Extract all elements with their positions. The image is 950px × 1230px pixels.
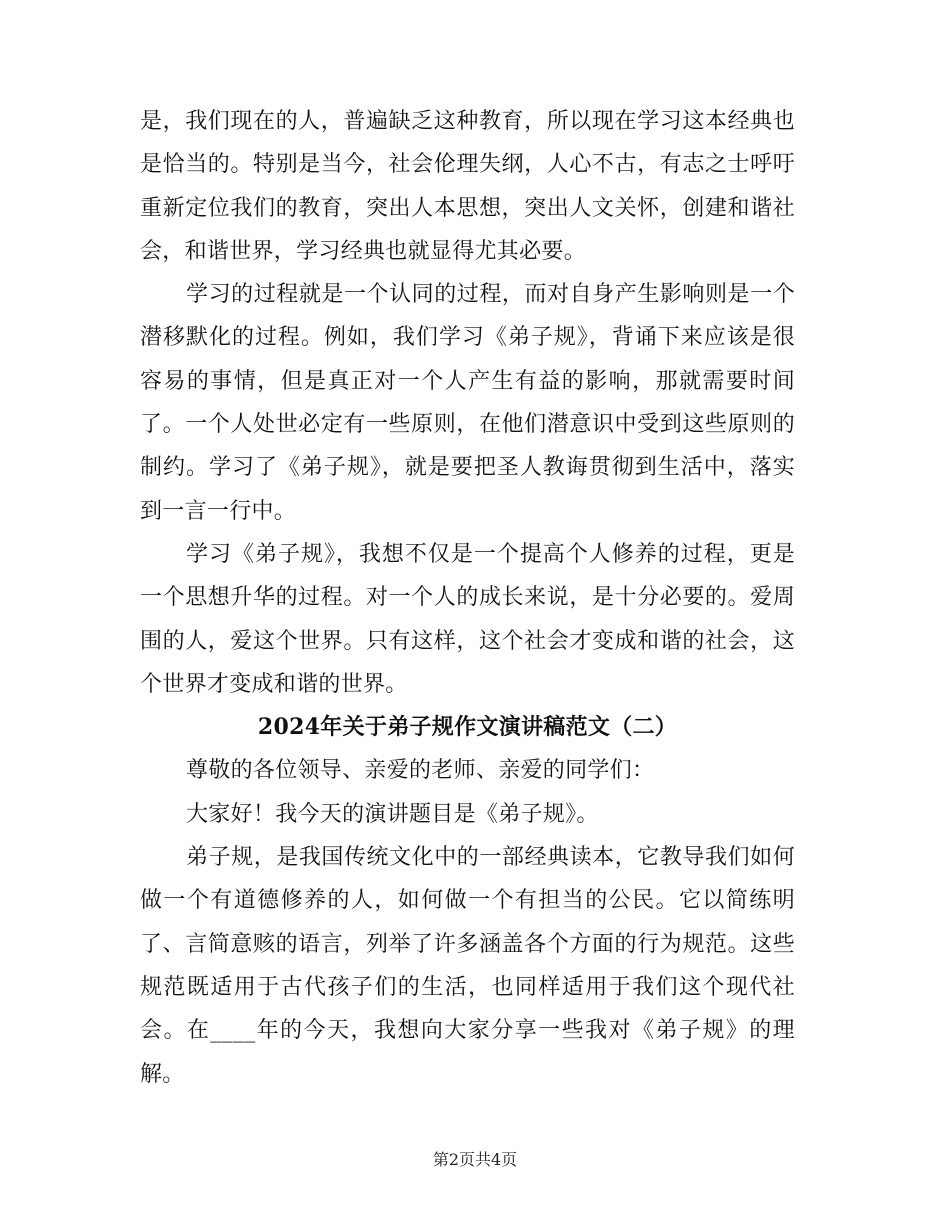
paragraph-learning-process: 学习的过程就是一个认同的过程，而对自身产生影响则是一个潜移默化的过程。例如，我们学习《弟子规》，背诵下来应该是很容易的事情，但是真正对一个人产生有益的影响，那就需要时间了。一个人处世必定有一些原则，在他们潜意识中受到这些原则的制约。学习了《弟子规》，就是要把圣人教诲贯彻到生活中，落实到一言一行中。: [140, 282, 795, 524]
section-heading: 2024年关于弟子规作文演讲稿范文（二）: [257, 714, 678, 741]
speech-body-paragraph: 弟子规，是我国传统文化中的一部经典读本，它教导我们如何做一个有道德修养的人，如何做一个有担当的公民。它以简练明了、言简意赅的语言，列举了许多涵盖各个方面的行为规范。这些规范既适用于古代孩子们的生活，也同样适用于我们这个现代社会。在____年的今天，我想向大家分享一些我对《弟子规》的理解。: [140, 845, 795, 1087]
speech-greeting: 大家好！我今天的演讲题目是《弟子规》。: [186, 801, 599, 827]
page-number: 第2页共4页: [432, 1150, 518, 1169]
paragraph-learning-dizigui: 学习《弟子规》，我想不仅是一个提高个人修养的过程，更是一个思想升华的过程。对一个人的成长来说，是十分必要的。爱周围的人，爱这个世界。只有这样，这个社会才变成和谐的社会，这个世界才变成和谐的世界。: [140, 541, 795, 697]
paragraph-continued: 是，我们现在的人，普遍缺乏这种教育，所以现在学习这本经典也是恰当的。特别是当今，社会伦理失纲，人心不古，有志之士呼吁重新定位我们的教育，突出人本思想，突出人文关怀，创建和谐社会，和谐世界，学习经典也就显得尤其必要。: [140, 109, 795, 264]
speech-salutation: 尊敬的各位领导、亲爱的老师、亲爱的同学们：: [186, 758, 655, 784]
document-body: [140, 100, 795, 1096]
